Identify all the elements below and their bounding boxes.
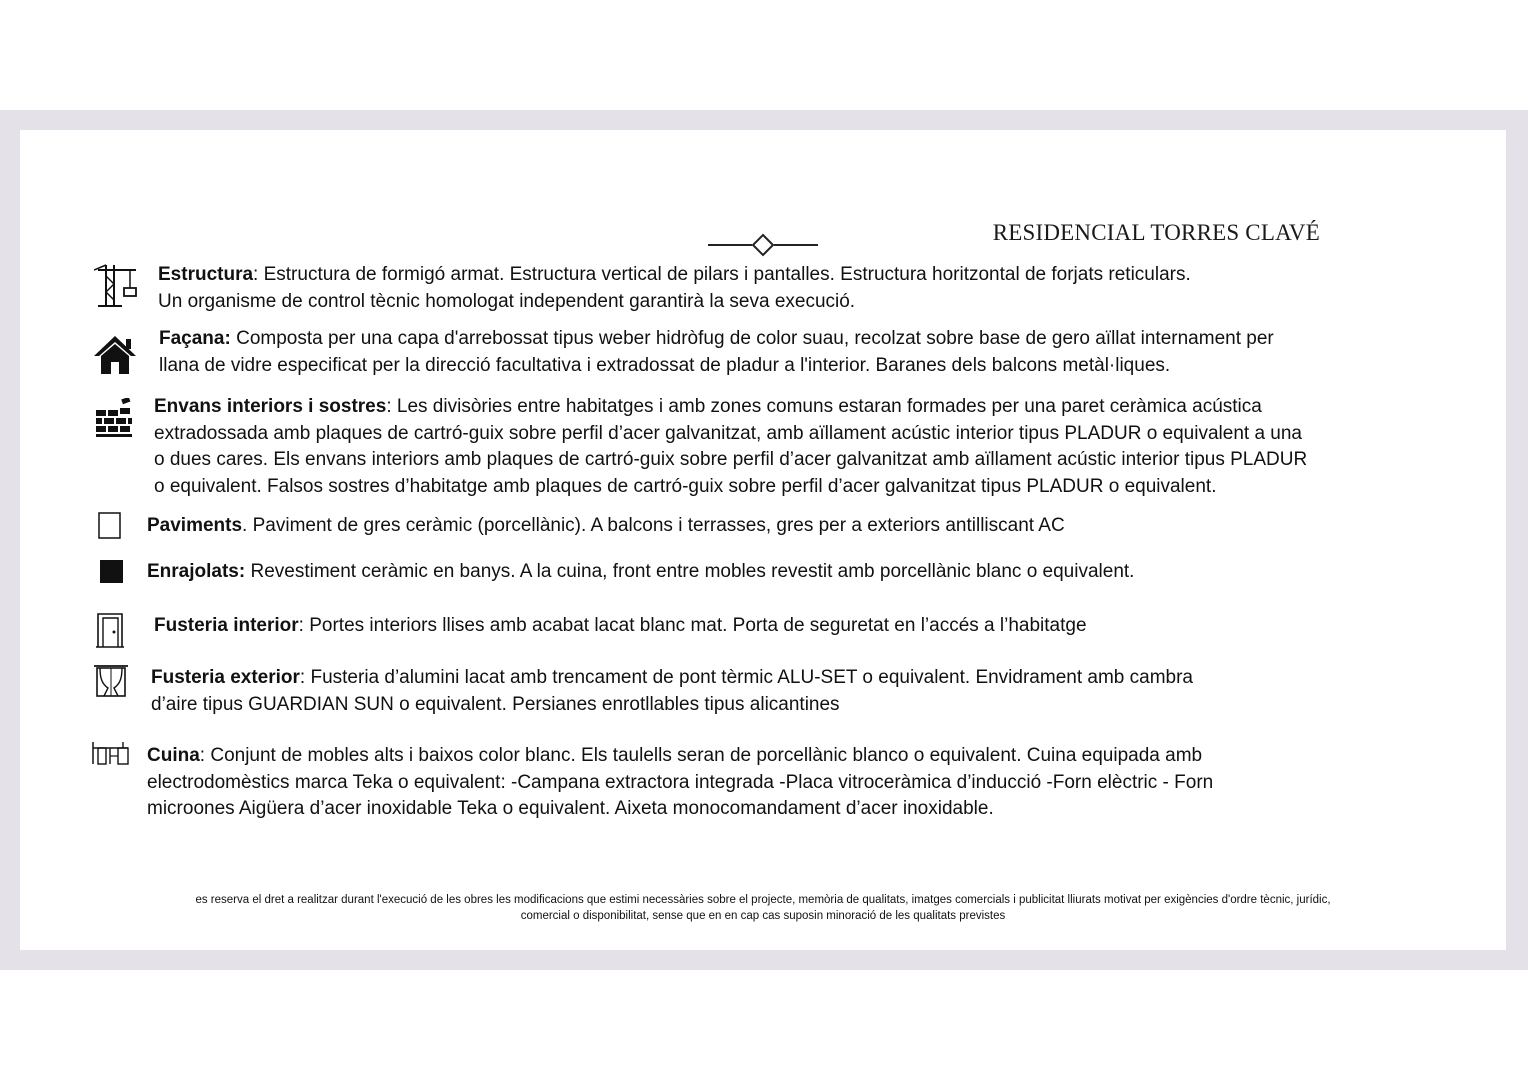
section-text: Fusteria d’alumini lacat amb trencament de pont tèrmic ALU-SET o equivalent. Envidrament amb cambra xyxy=(310,667,1193,688)
window-curtain-icon xyxy=(94,662,128,698)
section-text: extradossada amb plaques de cartró-guix sobre perfil d’acer galvanitzat, amb aïllament acústic interior tipus PLADUR o equivalent a una xyxy=(154,422,1302,444)
section-facana xyxy=(159,326,1274,379)
section-text: Estructura de formigó armat. Estructura vertical de pilars i pantalles. Estructura horitzontal de forjats reticulars. xyxy=(263,264,1191,285)
section-text: electrodomèstics marca Teka o equivalent: -Campana extractora integrada -Placa vitroceràmica d’inducció -Forn elèctric - Forn xyxy=(147,771,1214,793)
section-paviments: Paviments. Paviment de gres ceràmic (porcellànic). A balcons i terrasses, gres per a exteriors antilliscant AC xyxy=(147,515,1065,536)
section-text: llana de vidre especificat per la direcció facultativa i extradossat de pladur a l'interior. Baranes dels balcons metàl·liques. xyxy=(159,354,1171,376)
disclaimer-line: es reserva el dret a realitzar durant l'execució de les obres les modificacions que estimi necessàries sobre el projecte, memòria de qualitats, imatges comercials i publicitat lliurats motivat per exigències d'ordre tècnic, jurídic, xyxy=(195,894,1331,906)
disclaimer-footer xyxy=(20,892,1506,924)
empty-square-icon xyxy=(98,512,122,540)
section-label: Cuina xyxy=(147,745,200,766)
section-envans: Envans interiors i sostres: Les divisòries entre habitatges i amb zones comuns estaran formades per una paret ceràmica acústica extradossada amb plaques de cartró-guix sobre perfil d’acer galvanitzat, amb aïllament acústic interior tipus PLADUR o equivalent a una o dues cares. Els envans interiors amb plaques de cartró-guix sobre perfil d’acer galvanitzat amb aïllament acústic interior tipus PLADUR o equivalent. Falsos sostres d’habitatge amb plaques de cartró-guix sobre perfil d’acer galvanitzat tipus PLADUR o equivalent. xyxy=(154,396,1308,497)
kitchen-icon xyxy=(92,740,130,766)
section-enrajolats xyxy=(147,559,1134,586)
section-text: microones Aigüera d’acer inoxidable Teka o equivalent. Aixeta monocomandament d’acer inoxidable. xyxy=(147,798,994,819)
filled-square-icon xyxy=(100,560,124,584)
section-text: Un organisme de control tècnic homologat independent garantirà la seva execució. xyxy=(158,290,856,312)
diamond-divider xyxy=(708,232,818,258)
section-text: Composta per una capa d'arrebossat tipus weber hidròfug de color suau, recolzat sobre base de gero aïllat internament per xyxy=(236,328,1274,349)
door-icon xyxy=(96,612,126,648)
section-text: d’aire tipus GUARDIAN SUN o equivalent. Persianes enrotllables tipus alicantines xyxy=(151,693,840,715)
disclaimer-line: comercial o disponibilitat, sense que en en cap cas suposin minoració de les qualitats previstes xyxy=(520,910,1006,922)
section-cuina: Cuina: Conjunt de mobles alts i baixos color blanc. Els taulells seran de porcellànic blanco o equivalent. Cuina equipada amb electrodomèstics marca Teka o equivalent: -Campana extractora integrada -Placa vitroceràmica d’inducció -Forn elèctric - Forn microones Aigüera d’acer inoxidable Teka o equivalent. Aixeta monocomandament d’acer inoxidable. xyxy=(147,745,1214,819)
section-label: Façana: xyxy=(159,328,231,349)
section-label: Fusteria exterior xyxy=(151,667,300,688)
section-label: Envans interiors i sostres xyxy=(154,396,387,417)
house-icon xyxy=(92,334,138,376)
section-text: Les divisòries entre habitatges i amb zones comuns estaran formades per una paret ceràmica acústica xyxy=(396,396,1262,417)
brick-wall-icon xyxy=(94,398,134,438)
section-text: Paviment de gres ceràmic (porcellànic). A balcons i terrasses, gres per a exteriors antilliscant AC xyxy=(252,515,1065,536)
section-label: Fusteria interior xyxy=(154,615,299,636)
page-frame xyxy=(0,110,1528,970)
page-title: RESIDENCIAL TORRES CLAVÉ xyxy=(992,220,1320,245)
section-text: Revestiment ceràmic en banys. A la cuina, front entre mobles revestit amb porcellànic blanc o equivalent. xyxy=(250,561,1135,582)
section-estructura: Estructura: Estructura de formigó armat. Estructura vertical de pilars i pantalles. Estructura horitzontal de forjats reticulars. Un organisme de control tècnic homologat independent garantirà la seva execució. xyxy=(158,264,1191,312)
crane-icon xyxy=(94,264,138,308)
section-text: o equivalent. Falsos sostres d’habitatge amb plaques de cartró-guix sobre perfil d’acer galvanitzat tipus PLADUR o equivalent. xyxy=(154,475,1217,497)
section-fusteria-exterior: Fusteria exterior: Fusteria d’alumini lacat amb trencament de pont tèrmic ALU-SET o equivalent. Envidrament amb cambra d’aire tipus GUARDIAN SUN o equivalent. Persianes enrotllables tipus alicantines xyxy=(151,667,1193,715)
section-text: Portes interiors llises amb acabat lacat blanc mat. Porta de seguretat en l’accés a l’habitatge xyxy=(309,615,1087,636)
document-sheet xyxy=(20,130,1506,950)
section-fusteria-interior: Fusteria interior: Portes interiors llises amb acabat lacat blanc mat. Porta de seguretat en l’accés a l’habitatge xyxy=(154,615,1087,636)
section-label: Enrajolats: xyxy=(147,561,246,582)
section-label: Paviments xyxy=(147,515,243,536)
section-text: Conjunt de mobles alts i baixos color blanc. Els taulells seran de porcellànic blanco o equivalent. Cuina equipada amb xyxy=(210,745,1203,766)
section-label: Estructura xyxy=(158,264,254,285)
section-text: o dues cares. Els envans interiors amb plaques de cartró-guix sobre perfil d’acer galvanitzat amb aïllament acústic interior tipus PLADUR xyxy=(154,449,1308,470)
